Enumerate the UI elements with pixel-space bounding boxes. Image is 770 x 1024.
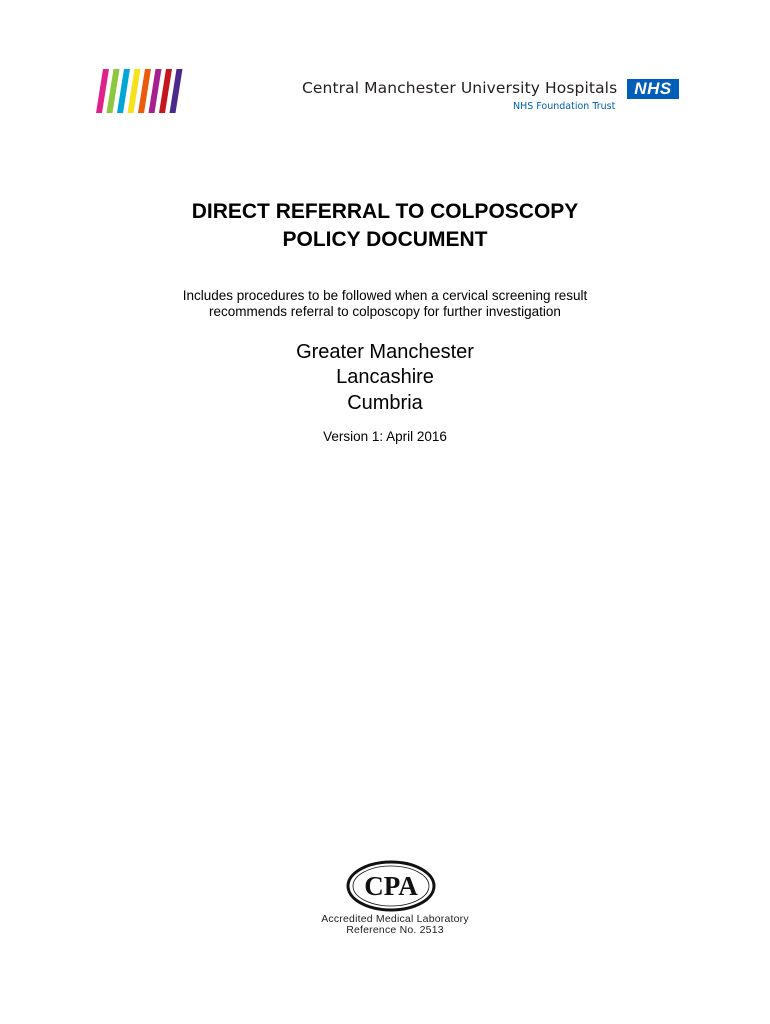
- org-name: Central Manchester University Hospitals: [302, 79, 618, 97]
- stripe-6: [149, 69, 162, 113]
- nhs-logo: NHS: [627, 79, 679, 99]
- region-greater-manchester: Greater Manchester: [296, 341, 474, 363]
- intro-line-1: Includes procedures to be followed when a cervical screening result: [182, 288, 588, 303]
- cpa-logo: [346, 860, 436, 912]
- document-title-line-2: POLICY DOCUMENT: [282, 228, 488, 251]
- stripe-8: [170, 69, 183, 113]
- stripe-2: [107, 69, 120, 113]
- trust-name: NHS Foundation Trust: [513, 101, 616, 112]
- cpa-logo-text: CPA: [364, 871, 418, 901]
- stripe-logo: [92, 68, 224, 114]
- version-text: Version 1: April 2016: [323, 429, 447, 444]
- stripe-1: [96, 69, 109, 113]
- region-cumbria: Cumbria: [347, 392, 423, 414]
- document-title-line-1: DIRECT REFERRAL TO COLPOSCOPY: [191, 200, 579, 223]
- stripe-4: [128, 69, 141, 113]
- organisation-header: [302, 79, 672, 112]
- intro-line-2: recommends referral to colposcopy for further investigation: [209, 304, 561, 319]
- accreditation-line-1: Accredited Medical Laboratory: [321, 913, 469, 925]
- accreditation-line-2: Reference No. 2513: [346, 924, 444, 936]
- region-lancashire: Lancashire: [336, 366, 434, 388]
- stripe-3: [117, 69, 130, 113]
- stripe-5: [138, 69, 151, 113]
- stripe-7: [159, 69, 172, 113]
